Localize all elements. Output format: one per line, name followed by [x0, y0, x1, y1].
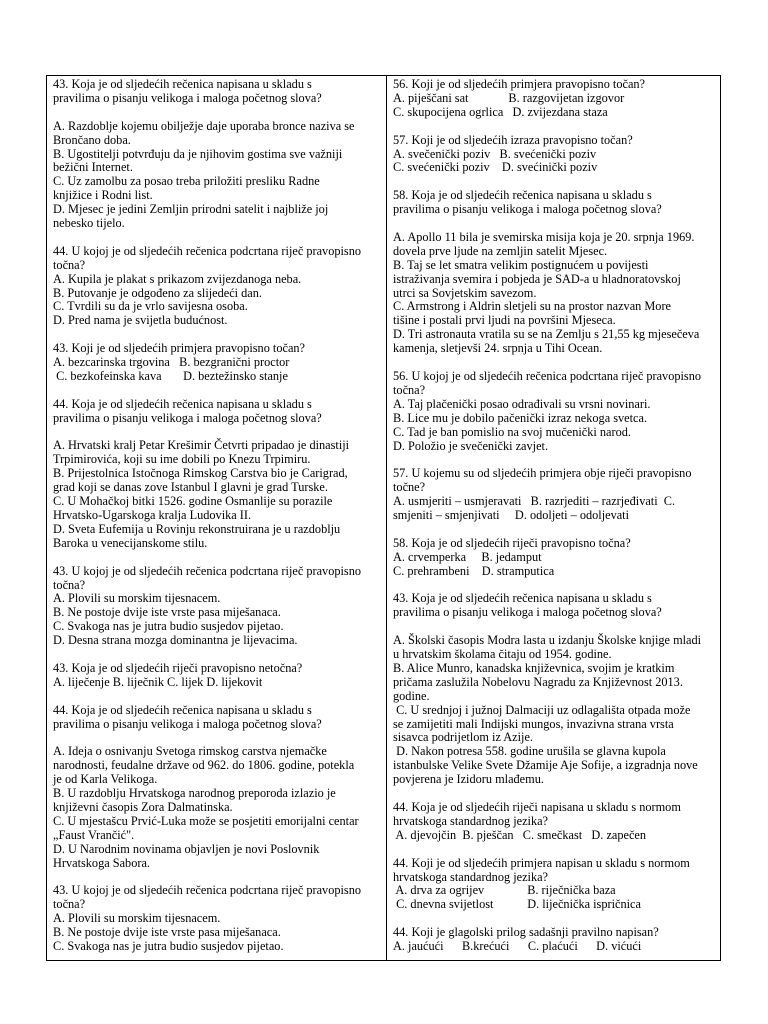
- question-line: istanbulske Velike Svete Džamije Aje Sofije, a izgradnja nove: [393, 758, 698, 773]
- question-line: D. U Narodnim novinama objavljen je novi Poslovnik: [53, 841, 320, 856]
- question-line: C. Tad je ban pomislio na svoj mučenički narod.: [393, 424, 631, 439]
- question-block: [53, 398, 382, 551]
- question-line: A. Ideja o osnivanju Svetoga rimskog carstva njemačke: [53, 744, 327, 759]
- question-line: Baroka u venecijanskome stilu.: [53, 535, 208, 550]
- question-block: [393, 467, 716, 523]
- left-column: [47, 76, 387, 960]
- question-block: [393, 370, 716, 453]
- question-line: 43. Koja je od sljedećih rečenica napisana u skladu s: [393, 591, 652, 606]
- question-line: sisavca podrijetlom iz Azije.: [393, 730, 534, 745]
- question-line: A. bezcarinska trgovina B. bezgranični proctor: [53, 355, 290, 370]
- question-line: pravilima o pisanju velikoga i maloga početnog slova?: [53, 410, 322, 425]
- question-line: povjerena je Izidoru mlađemu.: [393, 772, 544, 787]
- question-block: [393, 926, 716, 954]
- question-block: [393, 134, 716, 176]
- question-line: pravilima o pisanju velikoga i maloga početnog slova?: [53, 716, 322, 731]
- question-line: 44. Koji je od sljedećih primjera napisan u skladu s normom: [393, 855, 690, 870]
- question-line: A. Razdoblje kojemu obilježje daje uporaba bronce naziva se: [53, 118, 355, 133]
- question-line: C. U srednjoj i južnoj Dalmaciji uz odlagališta otpada može: [393, 702, 691, 717]
- question-line: Brončano doba.: [53, 132, 131, 147]
- question-block: [53, 78, 382, 231]
- question-line: narodnosti, feudalne države od 962. do 1806. godine, potekla: [53, 758, 355, 773]
- question-line: 43. Koja je od sljedećih riječi pravopisno netočna?: [53, 660, 303, 675]
- question-line: 44. Koja je od sljedećih rečenica napisana u skladu s: [53, 702, 312, 717]
- question-line: 57. Koji je od sljedećih izraza pravopisno točan?: [393, 132, 633, 147]
- question-line: A. usmjeriti – usmjeravati B. razrjediti – razrjeđivati C.: [393, 494, 676, 509]
- question-line: Hrvatskoga Sabora.: [53, 855, 150, 870]
- question-block: [393, 857, 716, 913]
- question-line: A. liječenje B. liječnik C. lijek D. lijekovit: [53, 674, 263, 689]
- question-line: A. piješčani sat B. razgovijetan izgovor: [393, 90, 625, 105]
- question-line: utrci sa Sovjetskim savezom.: [393, 285, 537, 300]
- question-line: B. Alice Munro, kanadska književnica, svojim je kratkim: [393, 660, 675, 675]
- question-line: hrvatskoga standardnog jezika?: [393, 869, 549, 884]
- question-line: književni časopis Zora Dalmatinska.: [53, 799, 233, 814]
- question-line: je od Karla Velikoga.: [53, 772, 158, 787]
- question-line: C. Svakoga nas je jutra budio susjedov pijetao.: [53, 939, 284, 954]
- blank-line: [53, 426, 382, 440]
- question-line: B. Ugostitelji potvrđuju da je njihovim gostima sve važniji: [53, 146, 343, 161]
- blank-line: [53, 106, 382, 120]
- question-line: D. Sveta Eufemija u Rovinju rekonstruirana je u razdoblju: [53, 521, 341, 536]
- question-line: A. djevojčin B. pješčan C. smečkast D. zapečen: [393, 827, 647, 842]
- question-line: A. Školski časopis Modra lasta u izdanju Školske knjige mladi: [393, 633, 702, 648]
- question-block: [53, 662, 382, 690]
- question-line: C. U mjestašcu Prvić-Luka može se posjetiti emorijalni centar: [53, 813, 359, 828]
- question-line: točna?: [53, 897, 86, 912]
- question-line: 58. Koja je od sljedećih rečenica napisana u skladu s: [393, 188, 652, 203]
- question-block: [393, 801, 716, 843]
- question-line: D. Pred nama je svijetla budućnost.: [53, 313, 228, 328]
- question-line: C. svećenički poziv D. svećinički poziv: [393, 160, 598, 175]
- question-line: C. Uz zamolbu za posao treba priložiti presliku Radne: [53, 174, 320, 189]
- question-block: [53, 704, 382, 871]
- question-block: [393, 78, 716, 120]
- question-block: [53, 245, 382, 328]
- question-line: 58. Koja je od sljedećih riječi pravopisno točna?: [393, 535, 631, 550]
- question-line: D. Položio je svečenički zavjet.: [393, 438, 549, 453]
- question-line: A. Taj plačenički posao odrađivali su vrsni novinari.: [393, 396, 651, 411]
- question-line: 43. U kojoj je od sljedećih rečenica podcrtana riječ pravopisno: [53, 883, 361, 898]
- question-line: B. Ne postoje dvije iste vrste pasa miješanaca.: [53, 605, 281, 620]
- question-line: 44. U kojoj je od sljedećih rečenica podcrtana riječ pravopisno: [53, 243, 361, 258]
- question-line: C. bezkofeinska kava D. beztežinsko stanje: [53, 368, 288, 383]
- question-line: tišine i postali prvi ljudi na površini Mjeseca.: [393, 313, 616, 328]
- question-line: istraživanja svemira i pobjeda je SAD-a u hladnoratovskoj: [393, 271, 681, 286]
- question-line: C. Tvrdili su da je vrlo savijesna osoba.: [53, 299, 248, 314]
- exam-sheet-table: [46, 75, 721, 961]
- question-line: knjižice i Rodni list.: [53, 188, 153, 203]
- question-line: A. crvemperka B. jedamput: [393, 549, 542, 564]
- question-line: 44. Koja je od sljedećih riječi napisana u skladu s normom: [393, 799, 681, 814]
- question-line: B. Lice mu je dobilo pačenički izraz nekoga svetca.: [393, 410, 648, 425]
- question-line: D. Mjesec je jedini Zemljin prirodni satelit i najbliže joj: [53, 202, 329, 217]
- question-line: pravilima o pisanju velikoga i maloga početnog slova?: [393, 202, 662, 217]
- question-block: [393, 537, 716, 579]
- question-line: godine.: [393, 688, 430, 703]
- question-block: [53, 884, 382, 954]
- question-line: D. Nakon potresa 558. godine urušila se glavna kupola: [393, 744, 666, 759]
- question-line: C. U Mohačkoj bitki 1526. godine Osmanlije su porazile: [53, 494, 333, 509]
- blank-line: [393, 620, 716, 634]
- question-line: A. Apollo 11 bila je svemirska misija koja je 20. srpnja 1969.: [393, 229, 695, 244]
- question-line: Hrvatsko-Ugarskoga kralja Ludovika II.: [53, 508, 252, 523]
- question-line: pričama zaslužila Nobelovu Nagradu za Književnost 2013.: [393, 674, 683, 689]
- question-line: dovela prve ljude na zemljin satelit Mjesec.: [393, 243, 608, 258]
- question-block: [393, 189, 716, 356]
- question-line: A. jaućući B.krećući C. plaćući D. vićući: [393, 939, 642, 954]
- question-line: točna?: [53, 257, 86, 272]
- question-line: Trpimirovića, koji su ime dobili po Knezu Trpimiru.: [53, 452, 311, 467]
- right-column: [387, 76, 720, 960]
- question-line: D. Desna strana mozga dominantna je lijevacima.: [53, 633, 298, 648]
- question-line: bežični Internet.: [53, 160, 133, 175]
- question-line: C. prehrambeni D. stramputica: [393, 563, 555, 578]
- question-line: 57. U kojemu su od sljedećih primjera obje riječi pravopisno: [393, 466, 692, 481]
- question-line: točne?: [393, 480, 426, 495]
- question-line: A. drva za ogrijev B. riječnička baza: [393, 883, 616, 898]
- question-line: B. Taj se let smatra velikim postignućem u povijesti: [393, 257, 649, 272]
- question-line: A. Hrvatski kralj Petar Krešimir Četvrti pripadao je dinastiji: [53, 438, 350, 453]
- question-block: [53, 342, 382, 384]
- question-line: A. Kupila je plakat s prikazom zvijezdanoga neba.: [53, 271, 302, 286]
- question-line: A. Plovili su morskim tijesnacem.: [53, 591, 221, 606]
- question-line: C. skupocijena ogrlica D. zvijezdana staza: [393, 104, 608, 119]
- question-line: B. Prijestolnica Istočnoga Rimskog Carstva bio je Carigrad,: [53, 466, 348, 481]
- question-block: [53, 565, 382, 648]
- question-line: B. U razdoblju Hrvatskoga narodnog preporoda izlazio je: [53, 786, 336, 801]
- question-line: 44. Koja je od sljedećih rečenica napisana u skladu s: [53, 396, 312, 411]
- question-line: 43. U kojoj je od sljedećih rečenica podcrtana riječ pravopisno: [53, 563, 361, 578]
- question-line: točna?: [393, 382, 426, 397]
- question-line: 43. Koja je od sljedećih rečenica napisana u skladu s: [53, 77, 312, 91]
- question-line: C. dnevna svijetlost D. liječnička ispričnica: [393, 897, 641, 912]
- question-line: A. Plovili su morskim tijesnacem.: [53, 911, 221, 926]
- question-block: [393, 592, 716, 787]
- question-line: 43. Koji je od sljedećih primjera pravopisno točan?: [53, 341, 306, 356]
- question-line: grad koji se danas zove Istanbul I glavni je grad Turske.: [53, 480, 328, 495]
- question-line: B. Ne postoje dvije iste vrste pasa miješanaca.: [53, 925, 281, 940]
- question-line: A. svečenički poziv B. svećenički poziv: [393, 146, 597, 161]
- blank-line: [393, 217, 716, 231]
- question-line: kamenja, sletjevši 24. srpnja u Tihi Ocean.: [393, 341, 603, 356]
- question-line: smjeniti – smjenjivati D. odoljeti – odoljevati: [393, 508, 630, 523]
- question-line: D. Tri astronauta vratila su se na Zemlju s 21,55 kg mjesečeva: [393, 327, 700, 342]
- question-line: hrvatskoga standardnog jezika?: [393, 813, 549, 828]
- question-line: 56. Koji je od sljedećih primjera pravopisno točan?: [393, 77, 646, 91]
- question-line: pravilima o pisanju velikoga i maloga početnog slova?: [53, 90, 322, 105]
- question-line: B. Putovanje je odgođeno za slijedeći dan.: [53, 285, 262, 300]
- question-line: točna?: [53, 577, 86, 592]
- blank-line: [53, 731, 382, 745]
- question-line: se zamijetiti mali Indijski mungos, invazivna strana vrsta: [393, 716, 674, 731]
- question-line: pravilima o pisanju velikoga i maloga početnog slova?: [393, 605, 662, 620]
- question-line: 44. Koji je glagolski prilog sadašnji pravilno napisan?: [393, 925, 659, 940]
- question-line: „Faust Vrančić".: [53, 827, 135, 842]
- question-line: 56. U kojoj je od sljedećih rečenica podcrtana riječ pravopisno: [393, 368, 701, 383]
- question-line: nebesko tijelo.: [53, 216, 125, 231]
- question-line: C. Armstrong i Aldrin sletjeli su na prostor nazvan More: [393, 299, 672, 314]
- question-line: C. Svakoga nas je jutra budio susjedov pijetao.: [53, 619, 284, 634]
- question-line: u hrvatskim školama čitaju od 1954. godine.: [393, 647, 612, 662]
